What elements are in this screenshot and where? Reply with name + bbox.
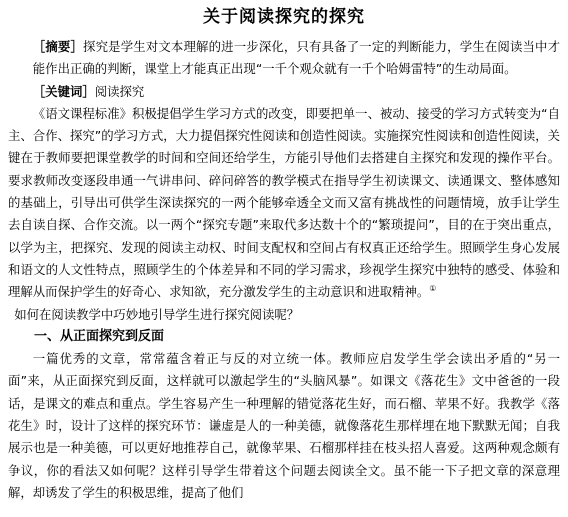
abstract-paragraph — [8, 36, 560, 81]
keywords-paragraph — [8, 81, 560, 103]
abstract-text: 探究是学生对文本理解的进一步深化，只有具备了一定的判断能力，学生在阅读当中才能作出正确的判断，课堂上才能真正出现“一千个观众就有一千个哈姆雷特”的生动局面。 — [32, 39, 561, 77]
keywords-text: 阅读探究 — [94, 83, 145, 99]
body-paragraph-1 — [8, 103, 560, 304]
footnote-marker: ① — [429, 284, 437, 294]
section-1-heading: 一、从正面探究到反面 — [34, 328, 165, 344]
guiding-question: 如何在阅读教学中巧妙地引导学生进行探究阅读呢？ — [14, 306, 300, 322]
abstract-label: ［摘要］ — [32, 39, 84, 54]
section-1-paragraph: 一篇优秀的文章，常常蕴含着正与反的对立统一体。教师应启发学生学会读出矛盾的“另一面”来，从正面探究到反面，这样就可以激起学生的“头脑风暴”。如课文《落花生》文中爸爸的一段话，是课文的难点和重点。学生容易产生一种理解的错觉落花生好，而石榴、苹果不好。我教学《落花生》时，设计了这样的探究环节：谦虚是人的一种美德，就像落花生那样埋在地下默默无闻；自我展示也是一种美德，可以更好地推荐自己，就像苹果、石榴那样挂在枝头招人喜爱。这两种观念颇有争议，你的看法又如何呢？这样引导学生带着这个问题去阅读全文。虽不能一下子把文章的深意理解，却诱发了学生的积极思维，提高了他们 — [8, 351, 560, 500]
keywords-label: ［关键词］ — [32, 83, 95, 99]
body-paragraph-1-text: 《语文课程标准》积极提倡学生学习方式的改变，即要把单一、被动、接受的学习方式转变为“自主、合作、探究”的学习方式，大力提倡探究性阅读和创造性阅读。实施探究性阅读和创造性阅读，关键在于教师要把课堂教学的时间和空间还给学生，方能引导他们去搭建自主探究和发现的操作平台。要求教师改变逐段串通一气讲串问、碎问碎答的教学模式在指导学生初读课文、读通课文、整体感知的基础上，引导出可供学生深读探究的一两个能够牵透全文而又富有挑战性的问题情境，放手让学生去自读自探、合作交流。以一两个“探究专题”来取代多达数十个的“繁琐提问”，目的在于突出重点，以学为主，把探究、发现的阅读主动权、时间支配权和空间占有权真正还给学生。照顾学生身心发展和语文的人文性特点，照顾学生的个体差异和不同的学习需求，珍视学生探究中独特的感受、体验和理解从而保护学生的好奇心、求知欲，充分激发学生的主动意识和进取精神。 — [8, 105, 560, 300]
document-title: 关于阅读探究的探究 — [203, 7, 365, 27]
